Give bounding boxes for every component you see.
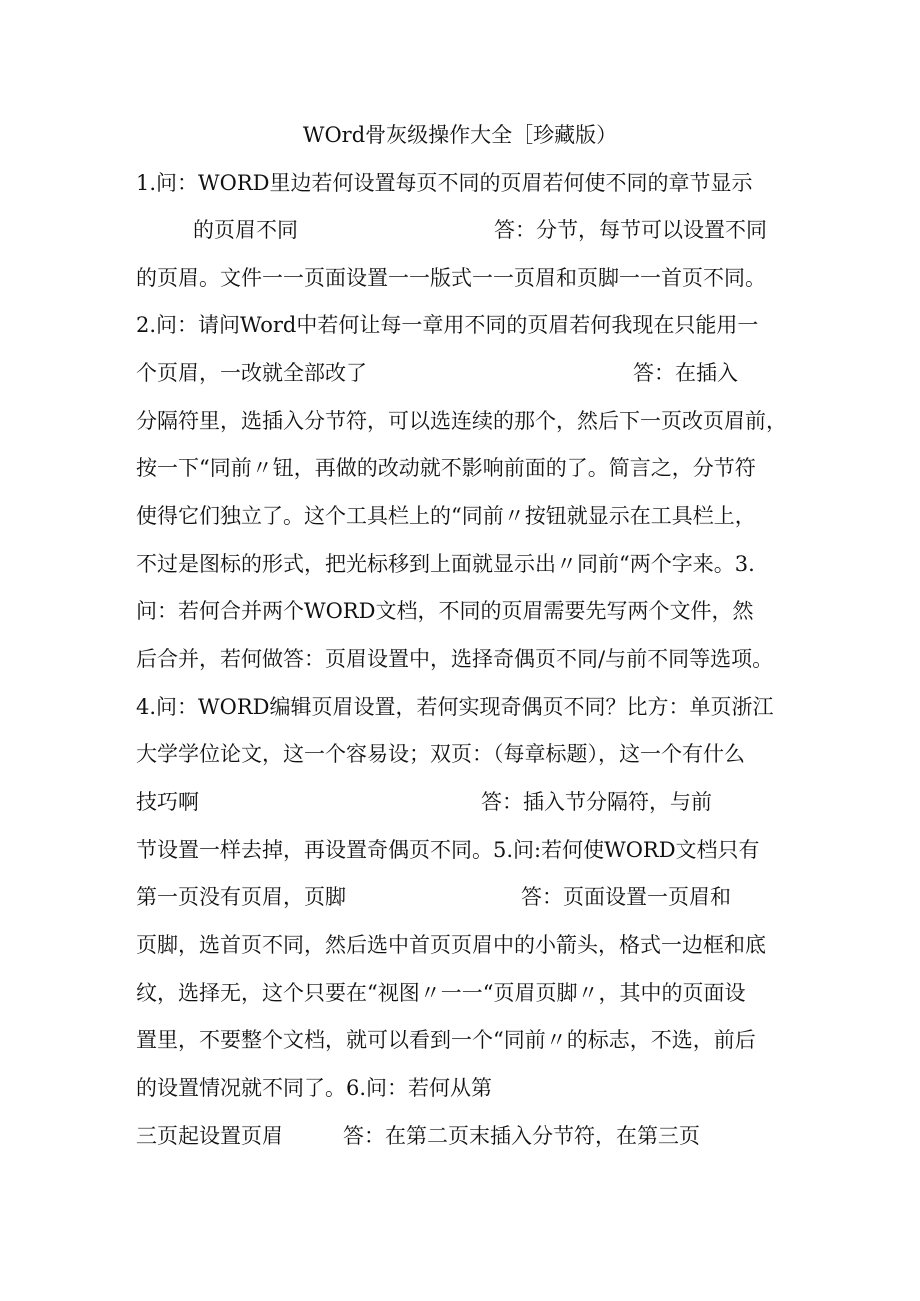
text-line-11 [136, 644, 773, 674]
line-text: 节设置一样去掉，再设置奇偶页不同。5.问:若何使WORD文档只有 [136, 838, 760, 862]
text-line-16 [136, 882, 731, 912]
line-text: 大学学位论文，这一个容易设；双页：（每章标题），这一个有什么 [136, 742, 745, 766]
line-text: 页脚，选首页不同，然后选中首页页眉中的小箭头，格式一边框和底 [136, 933, 766, 957]
text-line-1 [136, 168, 752, 198]
text-line-4 [136, 310, 758, 340]
answer-text: 答：插入节分隔符，与前 [481, 790, 712, 814]
line-text: 使得它们独立了。这个工具栏上的“同前〃按钮就显示在工具栏上， [136, 504, 756, 528]
line-text: 个页眉，一改就全部改了 [136, 361, 367, 385]
text-line-6 [136, 406, 787, 436]
line-text: 技巧啊 [136, 790, 199, 814]
text-line-14 [136, 787, 712, 817]
line-text: 2.问：请问Word中若何让每一章用不同的页眉若何我现在只能用一 [136, 313, 759, 337]
text-line-9 [136, 549, 755, 579]
text-line-8 [136, 501, 756, 531]
answer-text: 答：页面设置一页眉和 [521, 885, 731, 909]
answer-text: 答：分节，每节可以设置不同 [494, 218, 767, 242]
text-line-19 [136, 1025, 756, 1055]
text-line-12 [136, 692, 773, 722]
line-text: 1.问：WORD里边若何设置每页不同的页眉若何使不同的章节显示 [136, 171, 753, 195]
line-text: 三页起设置页眉 [136, 1124, 283, 1148]
answer-text: 答：在第二页末插入分节符，在第三页 [343, 1124, 700, 1148]
text-line-20 [136, 1073, 492, 1103]
line-text: 纹，选择无，这个只要在“视图〃一一“页眉页脚〃，其中的页面设 [136, 981, 746, 1005]
text-line-3 [136, 263, 766, 293]
line-text: 的设置情况就不同了。6.问：若何从第 [136, 1076, 493, 1100]
text-line-7 [136, 453, 756, 483]
line-text: 第一页没有页眉，页脚 [136, 885, 346, 909]
text-line-18 [136, 978, 745, 1008]
text-line-10 [136, 596, 753, 626]
line-text: 的页眉。文件一一页面设置一一版式一一页眉和页脚一一首页不同。 [136, 266, 766, 290]
line-text: 后合并，若何做答：页眉设置中，选择奇偶页不同/与前不同等选项。 [136, 647, 774, 671]
document-title: WOrd骨灰级操作大全［珍藏版） [302, 123, 618, 147]
line-text: 4.问：WORD编辑页眉设置，若何实现奇偶页不同？比方：单页浙江 [136, 695, 774, 719]
text-line-15 [136, 835, 760, 865]
line-text: 置里，不要整个文档，就可以看到一个“同前〃的标志，不选，前后 [136, 1028, 756, 1052]
answer-text: 答：在插入 [633, 361, 738, 385]
line-text: 问：若何合并两个WORD文档，不同的页眉需要先写两个文件，然 [136, 599, 754, 623]
line-text: 按一下“同前〃钮，再做的改动就不影响前面的了。简言之，分节符 [136, 456, 756, 480]
line-text: 分隔符里，选插入分节符，可以选连续的那个，然后下一页改页眉前， [136, 409, 787, 433]
text-line-5 [136, 358, 738, 388]
text-line-17 [136, 930, 766, 960]
text-line-2 [193, 215, 767, 245]
line-text: 不过是图标的形式，把光标移到上面就显示出〃同前“两个字来。3. [136, 552, 755, 576]
text-line-13 [136, 739, 745, 769]
line-text: 的页眉不同 [193, 218, 298, 242]
text-line-21 [136, 1121, 700, 1151]
